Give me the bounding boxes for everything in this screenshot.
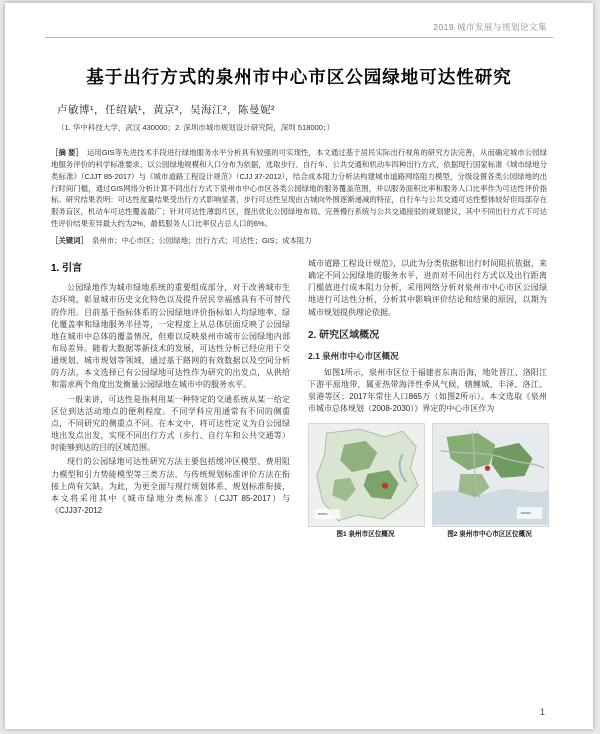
abstract-label: ［摘 要］ (51, 148, 83, 157)
paper-title: 基于出行方式的泉州市中心市区公园绿地可达性研究 (86, 67, 512, 87)
intro-paragraph: 公园绿地作为城市绿地系统的重要组成部分，对于改善城市生态环境，彰显城市历史文化特色以及提升居民幸福感具有不可替代的作用。目前基于指标体系的公园绿地评价指标如人均绿地率、绿化覆盖率和绿地服务半径等，一定程度上从总体层面反映了公园绿地在城市中总体的覆盖情况，但难以反映泉州市城市公园绿地内部布局差异。随着大数据等新技术的发展，可达性分析已经应用于交通规划、城市规划等领域，通过基于路网的有效数据以及空间分析的方法，本文选择已有公园绿地可达性作为研究的出发点，从供给和需求两个角度出发衡量公园绿地在城市中的服务水平。 (51, 283, 290, 390)
keywords (51, 235, 547, 246)
authors-line: 卢敏博¹，任绍斌¹，黄京²，吴海江²，陈曼妮² (57, 104, 275, 116)
keywords-label: ［关键词］ (51, 235, 88, 245)
abstract (51, 147, 547, 230)
figure-1 (308, 423, 423, 540)
map-figure-1-image (308, 423, 425, 527)
section-2-heading: 2. 研究区域概况 (308, 329, 380, 341)
continued-paragraph: 城市道路工程设计规范》，以此为分类依据和出行时间阻抗依据，来确定不同公园绿地的服务水平，进而对不同出行方式以及出行距离门槛值进行成本阻力分析，采用网络分析对泉州市中心市区公园绿地进行可达性分析，分析其中影响评价结论和结果的原因，以期为城市规划提供理论依据。 (308, 259, 547, 317)
paper-page (5, 3, 593, 729)
two-column-body (51, 258, 547, 540)
figure-1-caption: 图1 泉州市区位概况 (336, 530, 395, 538)
left-column (51, 258, 290, 540)
intro-paragraph: 现行的公园绿地可达性研究方法主要包括缓冲区模型、费用阻力模型和引力势能模型等三类方法，与传统规划标准评价方法在衔接上尚有欠缺。为此，为更全面与现行规划体系、规划标准衔接，本文将采用其中《城市绿地分类标准》（CJJT 85-2017）与《CJJ37-2012 (51, 457, 290, 516)
section-1-heading: 1. 引言 (51, 263, 83, 275)
page-number: 1 (539, 707, 545, 717)
section-2-1-heading: 2.1 泉州市中心市区概况 (308, 350, 399, 361)
right-column (308, 258, 547, 540)
map-figure-2-image (432, 423, 549, 527)
figures-row (308, 423, 547, 540)
overview-paragraph: 如图1所示，泉州市区位于福建省东南沿海，地处晋江、洛阳江下游平原地带，属亚热带海洋性季风气候，辖鲤城、丰泽、洛江、泉港等区；2017年常住人口865万（如图2所示）。本文选取《泉州市城市总体规划（2008-2030）》界定的中心市区作为 (308, 367, 547, 414)
affiliation-line: （1. 华中科技大学，武汉 430000；2. 深圳市城市规划设计研究院，深圳 518000；） (57, 123, 335, 132)
figure-2-caption: 图2 泉州市中心市区区位概况 (447, 530, 532, 538)
intro-paragraph: 一般来讲，可达性是指利用某一种特定的交通系统从某一给定区位到达活动地点的便利程度。不同学科应用通常有不同的侧重点，不同研究的侧重点不同。在本文中，将可达性定义为自公园绿地出发点出发，实现不同出行方式（步行、自行车和公共交通等）时能够到达的目的区域范围。 (51, 394, 290, 453)
figure-2 (432, 423, 547, 540)
page-header: 2019 城市发展与规划论文集 (433, 22, 547, 32)
abstract-text: 运用GIS等先进技术手段进行绿地服务水平分析具有较强的可实现性，本文通过基于居民实际出行视角的研究方法完善，从而确定城市公园绿地服务评价的科学标准要求。以公园绿地规模和人口分布为依据，选取步行、自行车、公共交通和机动车四种出行方式，依据现行国家标准《城市绿地分类标准》（CJJT 85-2017）与《城市道路工程设计规范》（CJJ 37-2012），结合成本阻力分析法构建城市道路网络阻力模型，分级设置各类公园绿地的出行时间门槛，通过GIS网络分析计算不同出行方式下泉州市中心市区各类公园绿地的服务覆盖范围，并以服务面积比率和服务人口比率作为可达性评价指标。研究结果表明：可达性度量结果受出行方式影响显著，步行可达性呈现由古城向外围逐渐递减的特征，自行车与公共交通可达性整体较好但局部存在服务盲区，机动车可达性覆盖最广；针对可达性薄弱片区，提出优化公园绿地布局、完善慢行系统与公共交通接驳的规划建议，其中不同出行方式下可达性评价结果差异最大约为2%，最低服务人口比率仅占总人口的6%。 (51, 148, 547, 229)
keywords-text: 泉州市；中心市区；公园绿地；出行方式；可达性；GIS；成本阻力 (91, 235, 312, 245)
header-rule (45, 37, 553, 38)
